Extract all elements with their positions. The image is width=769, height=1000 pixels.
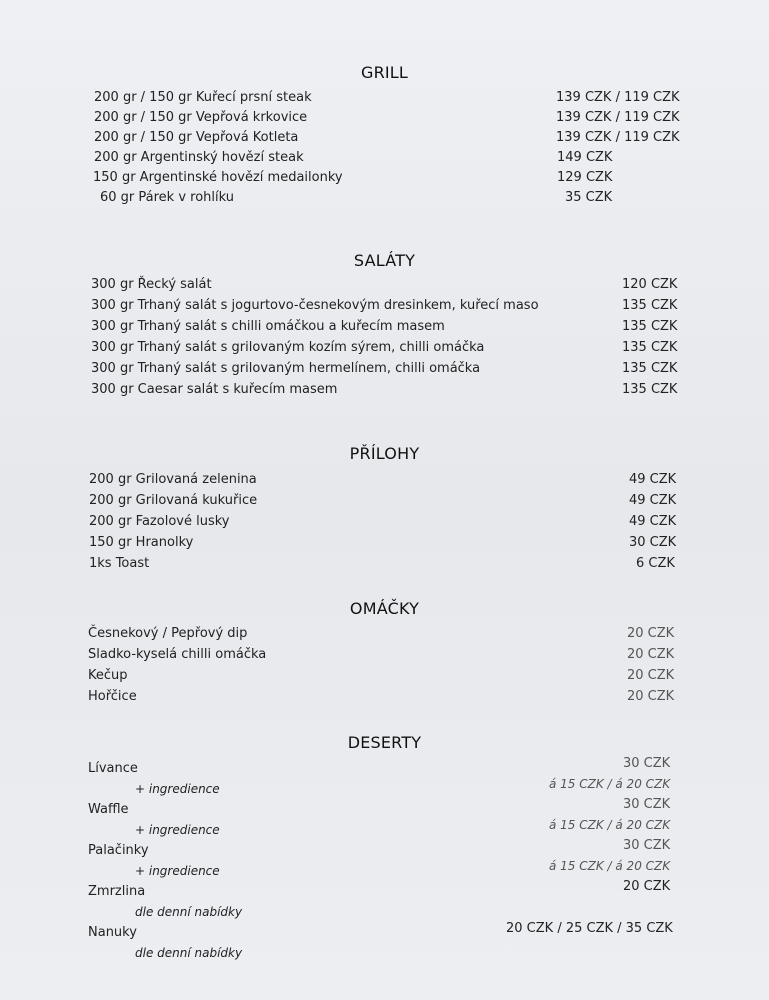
section-title-salaty: SALÁTY: [353, 251, 416, 270]
item-name: 200 gr / 150 gr Kuřecí prsní steak: [94, 90, 312, 105]
item-price: 20 CZK / 25 CZK / 35 CZK: [506, 921, 673, 936]
menu-item: [0, 490, 769, 511]
item-price: 139 CZK / 119 CZK: [556, 130, 680, 145]
item-price: 30 CZK: [623, 756, 671, 771]
item-price: 139 CZK / 119 CZK: [556, 90, 680, 105]
item-name: Česnekový / Pepřový dip: [88, 626, 248, 641]
menu-item: [0, 623, 769, 644]
item-price: á 15 CZK / á 20 CZK: [549, 859, 671, 873]
item-price: 135 CZK: [622, 298, 678, 313]
item-price: 120 CZK: [622, 277, 678, 292]
menu-item: [0, 553, 769, 574]
item-name: 150 gr Argentinské hovězí medailonky: [93, 170, 343, 185]
menu-item: [0, 316, 769, 337]
section-title-prilohy: PŘÍLOHY: [349, 444, 420, 463]
menu-item: [0, 187, 769, 208]
item-note: dle denní nabídky: [135, 946, 243, 960]
item-price: 135 CZK: [622, 361, 678, 376]
item-price: 30 CZK: [629, 535, 677, 550]
item-price: 30 CZK: [623, 797, 671, 812]
menu-item: [0, 127, 769, 148]
item-price: 6 CZK: [636, 556, 675, 571]
section-title-deserty: DESERTY: [347, 733, 422, 752]
item-price: 30 CZK: [623, 838, 671, 853]
item-price: 149 CZK: [557, 150, 613, 165]
item-name: 300 gr Trhaný salát s grilovaným kozím sýrem, chilli omáčka: [91, 340, 485, 355]
item-price: 20 CZK: [627, 668, 675, 683]
item-price: 35 CZK: [565, 190, 613, 205]
item-note: + ingredience: [135, 782, 220, 796]
section-title-grill: GRILL: [360, 63, 409, 82]
item-name: 300 gr Trhaný salát s grilovaným hermelínem, chilli omáčka: [91, 361, 481, 376]
item-name: 200 gr / 150 gr Vepřová Kotleta: [94, 130, 299, 145]
menu-item: [0, 295, 769, 316]
menu-item: [0, 358, 769, 379]
menu-item: [0, 686, 769, 707]
item-price: 139 CZK / 119 CZK: [556, 110, 680, 125]
menu-item: [0, 107, 769, 128]
item-price: 49 CZK: [629, 514, 677, 529]
menu-item: [0, 274, 769, 295]
item-name: 60 gr Párek v rohlíku: [100, 190, 235, 205]
item-name: 200 gr / 150 gr Vepřová krkovice: [94, 110, 308, 125]
item-price: 20 CZK: [627, 647, 675, 662]
item-note: + ingredience: [135, 864, 220, 878]
item-name: 300 gr Trhaný salát s chilli omáčkou a kuřecím masem: [91, 319, 445, 334]
item-price: á 15 CZK / á 20 CZK: [549, 818, 671, 832]
item-price: 20 CZK: [627, 626, 675, 641]
item-price: 20 CZK: [623, 879, 671, 894]
item-price: 49 CZK: [629, 472, 677, 487]
menu-item: [0, 532, 769, 553]
item-name: Nanuky: [88, 925, 137, 940]
menu-item: [0, 167, 769, 188]
item-price: 49 CZK: [629, 493, 677, 508]
menu-item: [0, 147, 769, 168]
menu-item: [0, 665, 769, 686]
item-name: Sladko-kyselá chilli omáčka: [88, 647, 267, 662]
menu-item: [0, 922, 769, 943]
menu-item: [0, 337, 769, 358]
menu-item: [0, 511, 769, 532]
item-price: 20 CZK: [627, 689, 675, 704]
item-name: Waffle: [88, 802, 129, 817]
item-name: 200 gr Argentinský hovězí steak: [94, 150, 304, 165]
menu-item: [0, 87, 769, 108]
item-price: 129 CZK: [557, 170, 613, 185]
item-name: 150 gr Hranolky: [89, 535, 194, 550]
menu-item: [0, 379, 769, 400]
item-name: Zmrzlina: [88, 884, 146, 899]
item-note: dle denní nabídky: [135, 905, 243, 919]
item-name: 300 gr Trhaný salát s jogurtovo-česnekovým dresinkem, kuřecí maso: [91, 298, 539, 313]
item-price: 135 CZK: [622, 340, 678, 355]
item-name: 200 gr Fazolové lusky: [89, 514, 230, 529]
item-name: 200 gr Grilovaná zelenina: [89, 472, 257, 487]
item-name: Kečup: [88, 668, 128, 683]
menu-item: [0, 881, 769, 902]
item-price: 135 CZK: [622, 382, 678, 397]
item-name: 1ks Toast: [89, 556, 150, 571]
item-name: Lívance: [88, 761, 138, 776]
item-name: 200 gr Grilovaná kukuřice: [89, 493, 258, 508]
item-price: 135 CZK: [622, 319, 678, 334]
item-name: Palačinky: [88, 843, 149, 858]
item-name: 300 gr Caesar salát s kuřecím masem: [91, 382, 338, 397]
menu-item: [0, 469, 769, 490]
menu-item: [0, 644, 769, 665]
item-name: Hořčice: [88, 689, 137, 704]
item-price: á 15 CZK / á 20 CZK: [549, 777, 671, 791]
item-note: + ingredience: [135, 823, 220, 837]
section-title-omacky: OMÁČKY: [349, 599, 420, 618]
item-name: 300 gr Řecký salát: [91, 277, 212, 292]
menu-item-sub: [0, 943, 769, 964]
